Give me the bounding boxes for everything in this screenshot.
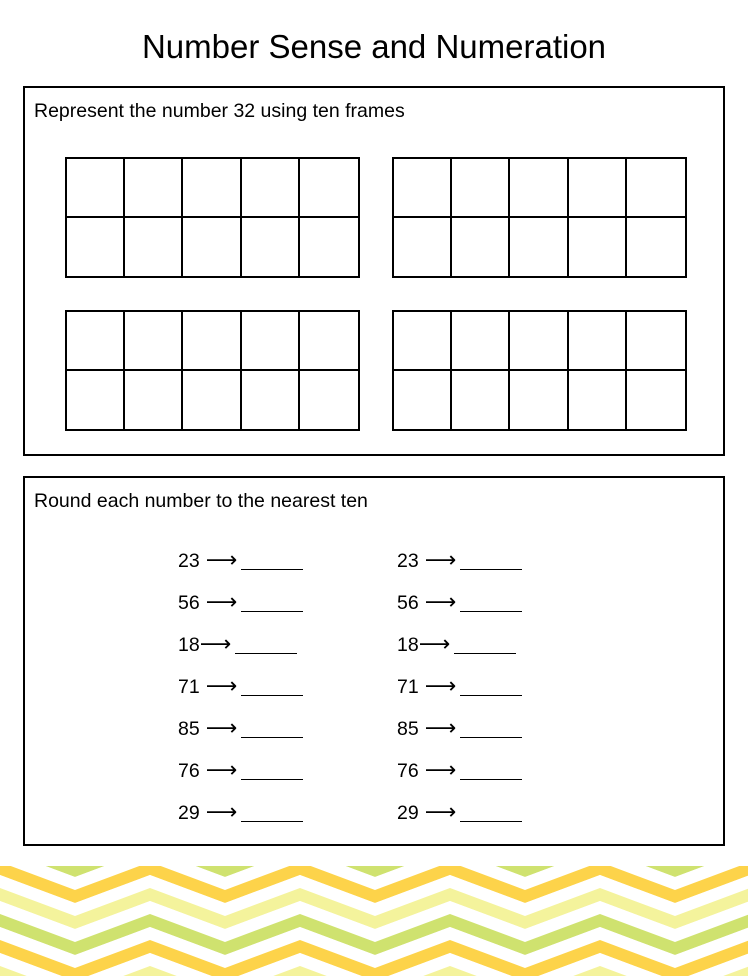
ten-frame-cell[interactable] bbox=[183, 159, 241, 218]
answer-blank[interactable] bbox=[241, 695, 303, 696]
arrow-icon: ⟶ bbox=[418, 631, 451, 656]
arrow-icon: ⟶ bbox=[424, 673, 457, 698]
rounding-prompt: Round each number to the nearest ten bbox=[34, 490, 368, 512]
problem-number: 56 bbox=[397, 592, 419, 614]
ten-frame-cell[interactable] bbox=[242, 371, 300, 430]
problem-number: 71 bbox=[397, 676, 419, 698]
answer-blank[interactable] bbox=[241, 779, 303, 780]
ten-frame-cell[interactable] bbox=[242, 218, 300, 277]
ten-frame-cell[interactable] bbox=[510, 371, 568, 430]
problem-number: 85 bbox=[397, 718, 419, 740]
ten-frame-cell[interactable] bbox=[300, 371, 358, 430]
ten-frame-cell[interactable] bbox=[394, 312, 452, 371]
answer-blank[interactable] bbox=[460, 569, 522, 570]
answer-blank[interactable] bbox=[460, 737, 522, 738]
problem-number: 18 bbox=[397, 634, 419, 656]
ten-frame-cell[interactable] bbox=[67, 371, 125, 430]
answer-blank[interactable] bbox=[460, 821, 522, 822]
arrow-icon: ⟶ bbox=[205, 673, 238, 698]
ten-frame-cell[interactable] bbox=[394, 159, 452, 218]
rounding-problem bbox=[178, 671, 303, 701]
rounding-problem bbox=[397, 671, 522, 701]
ten-frame-cell[interactable] bbox=[125, 312, 183, 371]
ten-frame-cell[interactable] bbox=[67, 159, 125, 218]
ten-frame-cell[interactable] bbox=[300, 218, 358, 277]
ten-frame-cell[interactable] bbox=[183, 312, 241, 371]
rounding-problem bbox=[397, 545, 522, 575]
ten-frame-cell[interactable] bbox=[510, 312, 568, 371]
rounding-problem bbox=[178, 713, 303, 743]
answer-blank[interactable] bbox=[241, 821, 303, 822]
rounding-panel bbox=[23, 476, 725, 846]
answer-blank[interactable] bbox=[241, 737, 303, 738]
problem-number: 29 bbox=[178, 802, 200, 824]
rounding-problem bbox=[397, 797, 522, 827]
ten-frame-cell[interactable] bbox=[510, 159, 568, 218]
ten-frame-cell[interactable] bbox=[627, 371, 685, 430]
problem-number: 23 bbox=[178, 550, 200, 572]
ten-frame-cell[interactable] bbox=[452, 371, 510, 430]
problem-number: 29 bbox=[397, 802, 419, 824]
ten-frame-cell[interactable] bbox=[627, 312, 685, 371]
arrow-icon: ⟶ bbox=[205, 589, 238, 614]
chevron-stripes bbox=[0, 866, 748, 976]
answer-blank[interactable] bbox=[241, 569, 303, 570]
answer-blank[interactable] bbox=[460, 779, 522, 780]
ten-frame-cell[interactable] bbox=[394, 218, 452, 277]
arrow-icon: ⟶ bbox=[424, 799, 457, 824]
ten-frame-cell[interactable] bbox=[242, 312, 300, 371]
answer-blank[interactable] bbox=[454, 653, 516, 654]
arrow-icon: ⟶ bbox=[205, 547, 238, 572]
ten-frame-cell[interactable] bbox=[300, 159, 358, 218]
ten-frame-cell[interactable] bbox=[627, 218, 685, 277]
rounding-problem bbox=[397, 587, 522, 617]
arrow-icon: ⟶ bbox=[424, 589, 457, 614]
ten-frame-cell[interactable] bbox=[569, 159, 627, 218]
rounding-problem bbox=[397, 713, 522, 743]
ten-frame-cell[interactable] bbox=[452, 312, 510, 371]
problem-number: 76 bbox=[397, 760, 419, 782]
ten-frame-cell[interactable] bbox=[510, 218, 568, 277]
answer-blank[interactable] bbox=[460, 695, 522, 696]
ten-frame-cell[interactable] bbox=[125, 159, 183, 218]
rounding-problem bbox=[178, 545, 303, 575]
rounding-problem bbox=[178, 587, 303, 617]
ten-frame-cell[interactable] bbox=[125, 218, 183, 277]
rounding-problem bbox=[178, 755, 303, 785]
ten-frame-cell[interactable] bbox=[300, 312, 358, 371]
problem-number: 71 bbox=[178, 676, 200, 698]
ten-frame-cell[interactable] bbox=[125, 371, 183, 430]
arrow-icon: ⟶ bbox=[424, 715, 457, 740]
ten-frame-cell[interactable] bbox=[569, 218, 627, 277]
ten-frame-cell[interactable] bbox=[452, 218, 510, 277]
ten-frame-cell[interactable] bbox=[394, 371, 452, 430]
answer-blank[interactable] bbox=[241, 611, 303, 612]
ten-frame-2[interactable] bbox=[392, 157, 687, 278]
problem-number: 76 bbox=[178, 760, 200, 782]
ten-frame-3[interactable] bbox=[65, 310, 360, 431]
rounding-problem bbox=[397, 755, 522, 785]
problem-number: 18 bbox=[178, 634, 200, 656]
arrow-icon: ⟶ bbox=[199, 631, 232, 656]
ten-frame-cell[interactable] bbox=[627, 159, 685, 218]
arrow-icon: ⟶ bbox=[205, 799, 238, 824]
ten-frame-cell[interactable] bbox=[67, 312, 125, 371]
arrow-icon: ⟶ bbox=[205, 757, 238, 782]
ten-frame-cell[interactable] bbox=[569, 312, 627, 371]
rounding-problem bbox=[397, 629, 516, 659]
ten-frame-cell[interactable] bbox=[183, 371, 241, 430]
arrow-icon: ⟶ bbox=[424, 547, 457, 572]
answer-blank[interactable] bbox=[235, 653, 297, 654]
page-title: Number Sense and Numeration bbox=[141, 28, 607, 65]
ten-frame-cell[interactable] bbox=[183, 218, 241, 277]
ten-frames-panel bbox=[23, 86, 725, 456]
chevron-pattern bbox=[0, 866, 748, 976]
problem-number: 85 bbox=[178, 718, 200, 740]
ten-frame-cell[interactable] bbox=[452, 159, 510, 218]
rounding-problem bbox=[178, 797, 303, 827]
ten-frame-4[interactable] bbox=[392, 310, 687, 431]
problem-number: 23 bbox=[397, 550, 419, 572]
ten-frame-1[interactable] bbox=[65, 157, 360, 278]
ten-frames-prompt: Represent the number 32 using ten frames bbox=[34, 100, 405, 122]
ten-frame-cell[interactable] bbox=[569, 371, 627, 430]
arrow-icon: ⟶ bbox=[205, 715, 238, 740]
rounding-problem bbox=[178, 629, 297, 659]
ten-frame-cell[interactable] bbox=[242, 159, 300, 218]
problem-number: 56 bbox=[178, 592, 200, 614]
ten-frame-cell[interactable] bbox=[67, 218, 125, 277]
arrow-icon: ⟶ bbox=[424, 757, 457, 782]
answer-blank[interactable] bbox=[460, 611, 522, 612]
